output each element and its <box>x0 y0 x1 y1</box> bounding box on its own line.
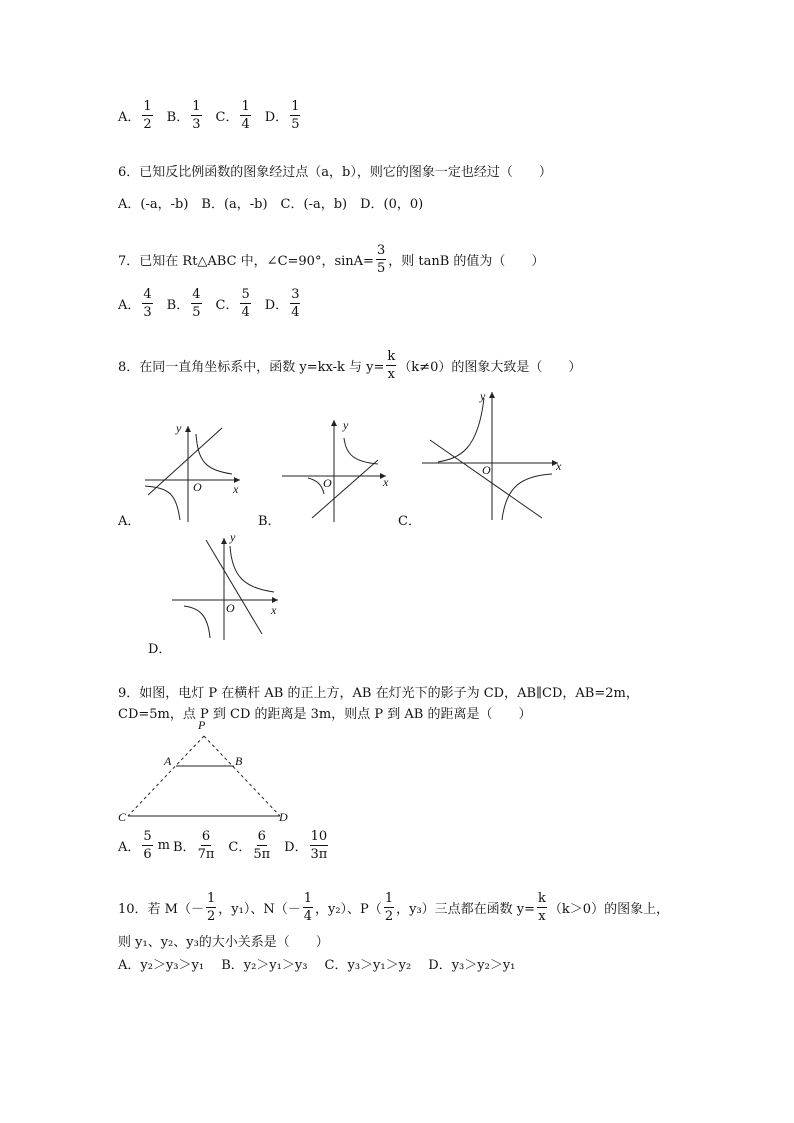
q9-stem-line1: 9．如图，电灯 P 在横杆 AB 的正上方，AB 在灯光下的影子为 CD，AB∥CD，AB=2m， <box>118 686 639 701</box>
q8-graph-b <box>282 418 392 528</box>
q9-option-c-fraction: $\frac{6}{5\pi}$ <box>253 829 271 862</box>
q9-stem-line2: CD=5m，点 P 到 CD 的距离是 3m，则点 P 到 AB 的距离是（ ） <box>118 707 532 722</box>
q8-graph-d-y-label: y <box>230 530 236 544</box>
q8-graph-d-x-label: x <box>271 603 277 617</box>
q5-option-d-fraction: $\frac{1}{5}$ <box>291 99 300 132</box>
q8-graph-a-origin: O <box>193 480 202 494</box>
q9-figure <box>118 720 298 830</box>
q8-graph-a <box>140 420 250 530</box>
q8-stem: 8．在同一直角坐标系中，函数 y=kx-k 与 y= $\frac{k}{x}$ （k≠0）的图象大致是（ ） <box>118 349 582 382</box>
q5-option-c-fraction: $\frac{1}{4}$ <box>241 99 250 132</box>
q10-options: A．y₂＞y₃＞y₁ B．y₂＞y₁＞y₃ C．y₃＞y₁＞y₂ D．y₃＞y₂＞y₁ <box>118 958 516 973</box>
q5-option-c-label: C． <box>215 110 239 125</box>
q6-options: A．(-a，-b) B．(a，-b) C．(-a，b) D．(0，0) <box>118 197 424 212</box>
q8-k-over-x: $\frac{k}{x}$ <box>387 349 396 382</box>
q8-graph-a-y-label: y <box>176 421 182 435</box>
q8-graph-c <box>420 390 565 525</box>
q9-option-a-fraction: $\frac{5}{6}$ <box>143 829 152 862</box>
q9-point-d: D <box>279 810 288 824</box>
q9-point-b: B <box>235 754 243 768</box>
q9-point-c: C <box>118 810 127 824</box>
q8-graph-d-origin: O <box>226 601 235 615</box>
q8-graph-d-label: D． <box>148 642 172 657</box>
q8-graph-b-label: B． <box>258 514 281 529</box>
q10-p-fraction: $\frac{1}{2}$ <box>384 891 394 924</box>
q8-graph-d <box>170 534 285 644</box>
q8-graph-c-x-label: x <box>556 459 562 473</box>
q7-stem: 7．已知在 Rt△ABC 中，∠C=90°，sinA= $\frac{3}{5}$ ，则 tanB 的值为（ ） <box>118 243 545 276</box>
q5-option-b-fraction: $\frac{1}{3}$ <box>192 99 201 132</box>
q7-option-b-fraction: $\frac{4}{5}$ <box>192 287 201 320</box>
q7-option-d-fraction: $\frac{3}{4}$ <box>291 287 300 320</box>
q5-option-b-label: B． <box>166 110 190 125</box>
q9-point-a: A <box>164 754 172 768</box>
q8-graph-b-y-label: y <box>343 418 349 432</box>
q7-options: A． $\frac{4}{3}$ B． $\frac{4}{5}$ C． $\frac{5}{4}$ D． $\frac{3}{4}$ <box>118 287 300 320</box>
q9-option-b-fraction: $\frac{6}{7\pi}$ <box>197 829 215 862</box>
q5-option-a-fraction: $\frac{1}{2}$ <box>143 99 152 132</box>
q9-options: A． $\frac{5}{6}$ m B． $\frac{6}{7\pi}$ C． $\frac{6}{5\pi}$ D． $\frac{10}{3\pi}$ <box>118 829 328 862</box>
q8-graph-a-x-label: x <box>233 482 239 496</box>
q8-graph-c-label: C． <box>398 514 421 529</box>
q9-option-d-fraction: $\frac{10}{3\pi}$ <box>310 829 328 862</box>
q8-graph-b-origin: O <box>323 476 332 490</box>
q7-option-a-fraction: $\frac{4}{3}$ <box>143 287 152 320</box>
q7-option-c-fraction: $\frac{5}{4}$ <box>241 287 250 320</box>
q6-stem: 6．已知反比例函数的图象经过点（a，b），则它的图象一定也经过（ ） <box>118 165 552 180</box>
q8-graph-c-y-label: y <box>480 389 486 403</box>
q10-m-fraction: $\frac{1}{2}$ <box>207 891 216 924</box>
q10-n-fraction: $\frac{1}{4}$ <box>303 891 312 924</box>
q10-stem-line2: 则 y₁、y₂、y₃的大小关系是（ ） <box>118 935 329 950</box>
q10-k-over-x: $\frac{k}{x}$ <box>538 891 546 924</box>
q5-option-a-label: A． <box>118 110 141 125</box>
q5-option-d-label: D． <box>264 110 289 125</box>
q8-graph-c-origin: O <box>482 463 491 477</box>
q7-sin-fraction: $\frac{3}{5}$ <box>376 243 386 276</box>
q10-stem-line1: 10．若 M（－ $\frac{1}{2}$ ，y₁）、N（－ $\frac{1}{4}$ ，y₂）、P（ $\frac{1}{2}$ ，y₃）三点都在函数 y= $\frac{k}{x}$ （k＞0）的图象上， <box>118 891 670 924</box>
q8-graph-b-x-label: x <box>383 475 389 489</box>
q9-point-p: P <box>198 718 206 732</box>
q5-options <box>118 100 302 131</box>
q8-graph-a-label: A． <box>118 514 141 529</box>
